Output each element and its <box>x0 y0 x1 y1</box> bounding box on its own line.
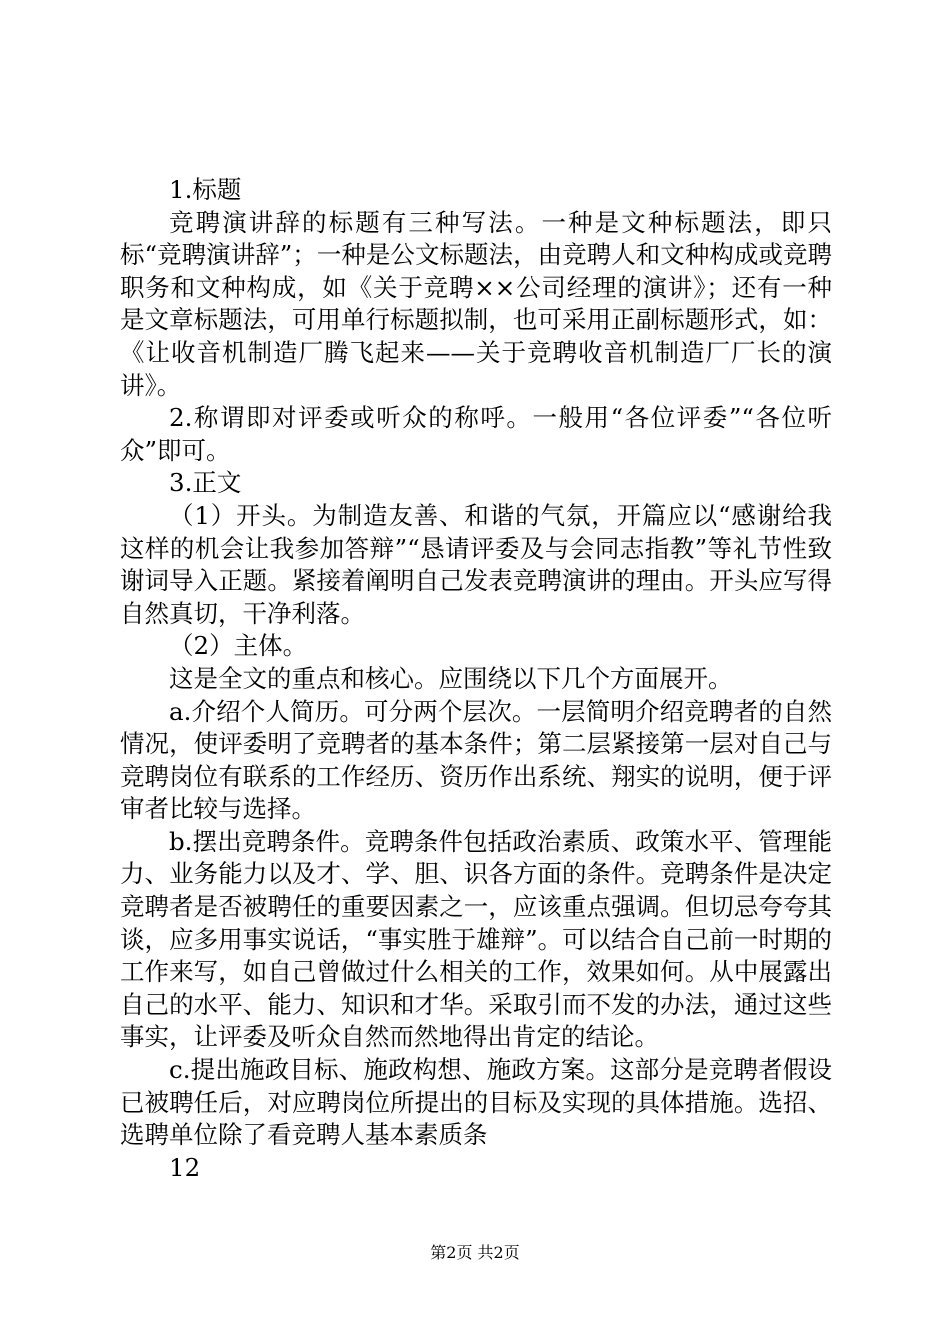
paragraph-resume: a.介绍个人简历。可分两个层次。一层简明介绍竞聘者的自然情况，使评委明了竞聘者的基本条件；第二层紧接第一层对自己与竞聘岗位有联系的工作经历、资历作出系统、翔实的说明，便于评审者比较与选择。 <box>120 696 832 824</box>
heading-main-body: （2）主体。 <box>169 631 308 661</box>
heading-title-section: 1.标题 <box>169 175 242 204</box>
document-body <box>120 174 832 1184</box>
heading-main-text: 3.正文 <box>169 468 242 498</box>
paragraph-opening: （1）开头。为制造友善、和谐的气氛，开篇应以“感谢给我这样的机会让我参加答辩”“恳请评委及与会同志指教”等礼节性致谢词导入正题。紧接着阐明自己发表竞聘演讲的理由。开头应写得自然真切，干净利落。 <box>120 500 832 628</box>
paragraph-number: 12 <box>169 1152 201 1182</box>
page-footer: 第2页 共2页 <box>430 1243 520 1262</box>
paragraph-salutation: 2.称谓即对评委或听众的称呼。一般用“各位评委”“各位听众”即可。 <box>120 403 832 465</box>
paragraph-core: 这是全文的重点和核心。应围绕以下几个方面展开。 <box>169 663 733 693</box>
paragraph-goals: c.提出施政目标、施政构想、施政方案。这部分是竞聘者假设已被聘任后，对应聘岗位所提出的目标及实现的具体措施。选招、选聘单位除了看竞聘人基本素质条 <box>120 1055 832 1150</box>
paragraph-title-methods: 竞聘演讲辞的标题有三种写法。一种是文种标题法，即只标“竞聘演讲辞”；一种是公文标题法，由竞聘人和文种构成或竞聘职务和文种构成，如《关于竞聘××公司经理的演讲》；还有一种是文章标题法，可用单行标题拟制，也可采用正副标题形式，如：《让收音机制造厂腾飞起来——关于竞聘收音机制造厂厂长的演讲》。 <box>120 207 832 400</box>
paragraph-conditions: b.摆出竞聘条件。竞聘条件包括政治素质、政策水平、管理能力、业务能力以及才、学、胆、识各方面的条件。竞聘条件是决定竞聘者是否被聘任的重要因素之一，应该重点强调。但切忌夸夸其谈，应多用事实说话，“事实胜于雄辩”。可以结合自己前一时期的工作来写，如自己曾做过什么相关的工作，效果如何。从中展露出自己的水平、能力、知识和才华。采取引而不发的办法，通过这些事实，让评委及听众自然而然地得出肯定的结论。 <box>120 826 832 1052</box>
